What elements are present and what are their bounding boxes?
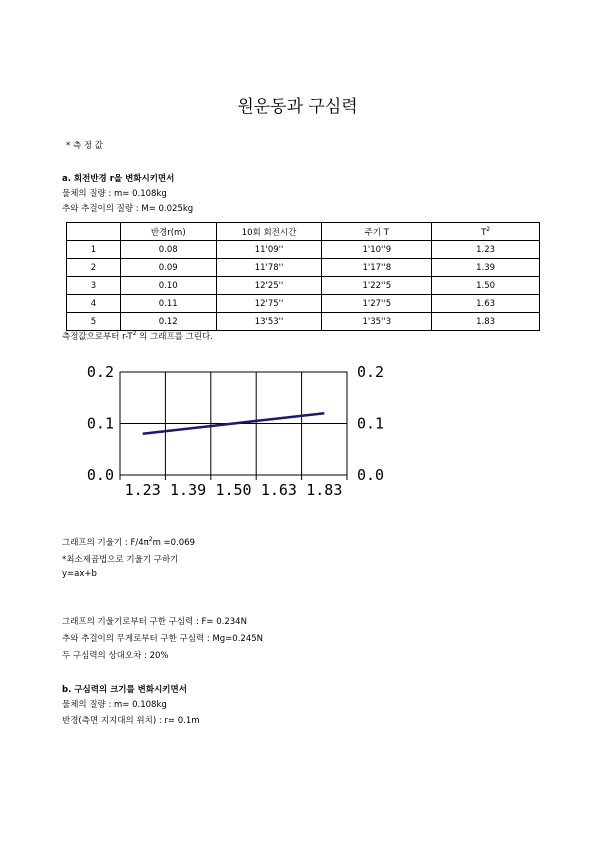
- x-tick-label: 1.83: [306, 481, 343, 499]
- table-cell: 11'78'': [216, 259, 322, 277]
- table-row: [67, 259, 540, 277]
- graph-caption: [62, 330, 213, 342]
- table-cell: 1: [67, 241, 121, 259]
- section-marker: * 측 정 값: [66, 141, 103, 151]
- table-cell: 1.50: [432, 277, 540, 295]
- section-b-heading: b. 구심력의 크기를 변화시키면서: [62, 685, 187, 695]
- table-cell: 1'22''5: [322, 277, 432, 295]
- least-squares-line: *최소제곱법으로 기울기 구하기: [62, 555, 179, 565]
- force-from-weight: 추와 추걸이의 무게로부터 구한 구심력 : Mg=0.245N: [62, 634, 263, 644]
- measurement-table: [66, 222, 540, 331]
- slope-pre: 그래프의 기울기 : F/4: [62, 538, 144, 548]
- table-header-cell: 주기 T: [322, 223, 432, 241]
- mass-line-a: 물체의 질량 : m= 0.108kg: [62, 189, 167, 199]
- table-cell: 5: [67, 313, 121, 331]
- table-cell: 1'27''5: [322, 295, 432, 313]
- y-tick-label-right: 0.2: [357, 363, 385, 381]
- table-cell: 3: [67, 277, 121, 295]
- x-tick-label: 1.23: [124, 481, 161, 499]
- equation-line: y=ax+b: [62, 569, 97, 579]
- table-header-cell: [67, 223, 121, 241]
- x-tick-label: 1.50: [215, 481, 252, 499]
- table-cell: 1'35''3: [322, 313, 432, 331]
- slope-post: m =0.069: [152, 538, 196, 548]
- table-cell: 0.08: [120, 241, 216, 259]
- table-cell: 0.09: [120, 259, 216, 277]
- table-cell: 12'75'': [216, 295, 322, 313]
- slope-sup: 2: [148, 536, 153, 544]
- table-row: [67, 295, 540, 313]
- slope-pi: π: [143, 538, 149, 548]
- radius-line: 반경(측면 지지대의 위치) : r= 0.1m: [62, 716, 200, 726]
- table-row: [67, 277, 540, 295]
- table-cell: 2: [67, 259, 121, 277]
- y-tick-label-left: 0.2: [86, 363, 114, 381]
- table-row: [67, 241, 540, 259]
- header-t-sup: 2: [486, 225, 491, 233]
- force-from-slope: 그래프의 기울기로부터 구한 구심력 : F= 0.234N: [62, 617, 247, 627]
- table-row: [67, 313, 540, 331]
- relative-error: 두 구심력의 상대오차 : 20%: [62, 651, 169, 661]
- section-a-heading: a. 회전반경 r을 변화시키면서: [62, 174, 175, 184]
- header-t-label: T: [481, 227, 487, 238]
- y-tick-label-right: 0.0: [357, 466, 385, 484]
- table-cell: 1.63: [432, 295, 540, 313]
- table-cell: 1.23: [432, 241, 540, 259]
- table-cell: 0.10: [120, 277, 216, 295]
- y-tick-label-left: 0.0: [86, 466, 114, 484]
- graph-caption-sup: 2: [132, 330, 137, 338]
- table-header-cell: 반경r(m): [120, 223, 216, 241]
- page-title: 원운동과 구심력: [237, 97, 358, 117]
- r-t2-chart: [60, 355, 385, 505]
- graph-caption-post: 의 그래프를 그린다.: [136, 332, 213, 342]
- table-cell: 0.12: [120, 313, 216, 331]
- weight-line: 추와 추걸이의 질량 : M= 0.025kg: [62, 204, 194, 214]
- table-cell: 13'53'': [216, 313, 322, 331]
- y-tick-label-left: 0.1: [86, 414, 114, 433]
- slope-line: [62, 536, 195, 548]
- x-tick-label: 1.39: [170, 481, 207, 499]
- table-header-cell: [432, 223, 540, 241]
- y-tick-label-right: 0.1: [357, 414, 385, 433]
- table-cell: 1'17''8: [322, 259, 432, 277]
- x-tick-label: 1.63: [260, 481, 297, 499]
- table-header-row: [67, 223, 540, 241]
- table-header-cell: 10회 회전시간: [216, 223, 322, 241]
- table-cell: 1'10''9: [322, 241, 432, 259]
- table-cell: 4: [67, 295, 121, 313]
- graph-caption-pre: 측정값으로부터 r-T: [62, 332, 133, 342]
- table-cell: 1.83: [432, 313, 540, 331]
- table-cell: 11'09'': [216, 241, 322, 259]
- table-cell: 1.39: [432, 259, 540, 277]
- table-cell: 12'25'': [216, 277, 322, 295]
- table-cell: 0.11: [120, 295, 216, 313]
- mass-line-b: 물체의 질량 : m= 0.108kg: [62, 700, 167, 710]
